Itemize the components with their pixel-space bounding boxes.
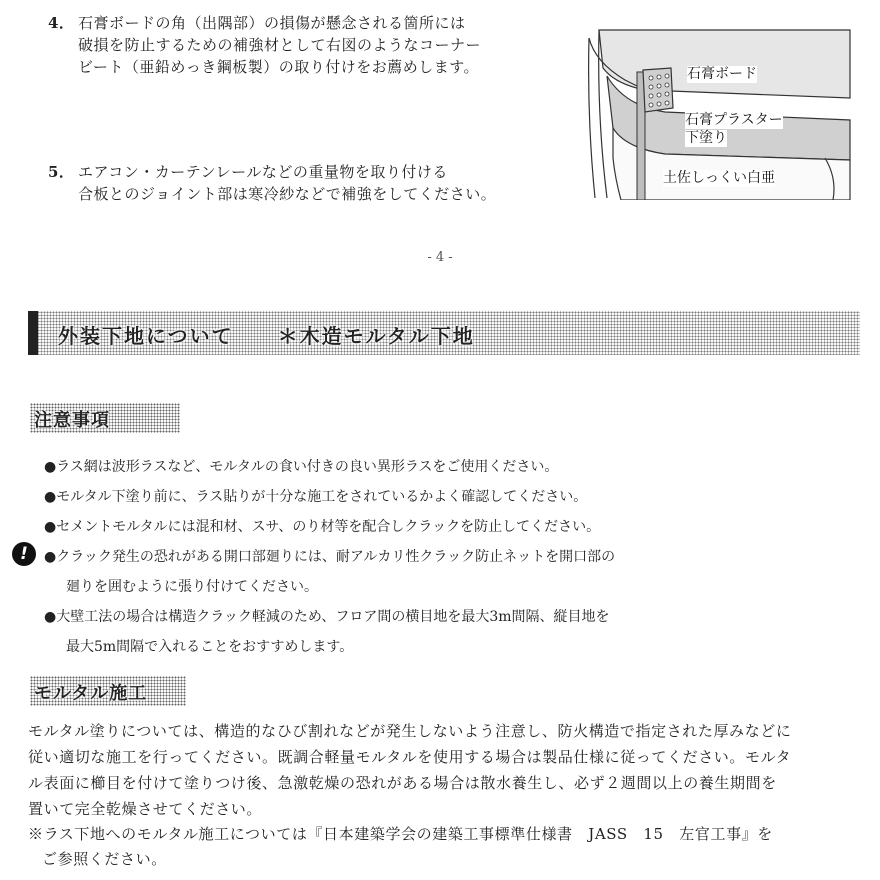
label-gypsum-board: 石膏ボード bbox=[687, 66, 757, 82]
jass-note bbox=[28, 822, 773, 872]
exclamation-circle-icon: ! bbox=[12, 542, 36, 566]
mortar-paragraph bbox=[28, 718, 863, 822]
corner-bead-figure bbox=[585, 28, 855, 200]
item-4-line-3: ビート（亜鉛めっき鋼板製）の取り付けをお薦めします。 bbox=[78, 58, 480, 76]
item-4-number: 4． bbox=[48, 14, 75, 32]
note-line-1: ※ラス下地へのモルタル施工については『日本建築学会の建築工事標準仕様書 JASS 15 左官工事』を bbox=[28, 825, 773, 843]
caution-item-4: ●クラック発生の恐れがある開口部廻りには、耐アルカリ性クラック防止ネットを開口部の bbox=[44, 549, 616, 565]
item-5-line-1: エアコン・カーテンレールなどの重量物を取り付ける bbox=[78, 163, 448, 181]
page-number: - 4 - bbox=[427, 250, 453, 265]
cautions-heading-text: 注意事項 bbox=[34, 410, 110, 431]
item-5-line-2: 合板とのジョイント部は寒冷紗などで補強をしてください。 bbox=[78, 185, 497, 203]
label-gypsum-plaster: 石膏プラスター bbox=[685, 112, 783, 128]
cautions-list bbox=[44, 452, 615, 662]
section-accent-bar bbox=[28, 311, 38, 355]
item-5 bbox=[48, 161, 496, 205]
mortar-line-1: モルタル塗りについては、構造的なひび割れなどが発生しないよう注意し、防火構造で指定された厚みなどに bbox=[28, 722, 792, 740]
mortar-heading-text: モルタル施工 bbox=[34, 683, 148, 704]
item-4 bbox=[48, 12, 481, 78]
section-title: 外装下地について ＊木造モルタル下地 bbox=[58, 324, 475, 348]
mortar-heading bbox=[30, 676, 186, 706]
label-tosa-shikkui: 土佐しっくい白亜 bbox=[663, 170, 775, 186]
mortar-line-2: 従い適切な施工を行ってください。既調合軽量モルタルを使用する場合は製品仕様に従ってください。モルタ bbox=[28, 748, 792, 766]
caution-item-5-cont: 最大5m間隔で入れることをおすすめします。 bbox=[66, 639, 354, 655]
caution-item-3: ●セメントモルタルには混和材、スサ、のり材等を配合しクラックを防止してください。 bbox=[44, 519, 601, 535]
caution-item-2: ●モルタル下塗り前に、ラス貼りが十分な施工をされているかよく確認してください。 bbox=[44, 489, 588, 505]
section-header-bar bbox=[28, 311, 860, 355]
mortar-line-3: ル表面に櫛目を付けて塗りつけ後、急激乾燥の恐れがある場合は散水養生し、必ず２週間以上の養生期間を bbox=[28, 774, 777, 792]
cautions-heading bbox=[30, 403, 180, 433]
item-4-line-1: 石膏ボードの角（出隅部）の損傷が懸念される箇所には bbox=[78, 14, 466, 32]
caution-item-5: ●大壁工法の場合は構造クラック軽減のため、フロア間の横目地を最大3m間隔、縦目地を bbox=[44, 609, 610, 625]
item-4-line-2: 破損を防止するための補強材として右図のようなコーナー bbox=[78, 36, 482, 54]
item-5-number: 5． bbox=[48, 163, 75, 181]
note-line-2: ご参照ください。 bbox=[42, 850, 167, 868]
mortar-line-4: 置いて完全乾燥させてください。 bbox=[28, 800, 263, 818]
caution-item-4-cont: 廻りを囲むように張り付けてください。 bbox=[66, 579, 318, 595]
label-undercoat: 下塗り bbox=[685, 130, 727, 146]
caution-item-1: ●ラス網は波形ラスなど、モルタルの食い付きの良い異形ラスをご使用ください。 bbox=[44, 459, 559, 475]
